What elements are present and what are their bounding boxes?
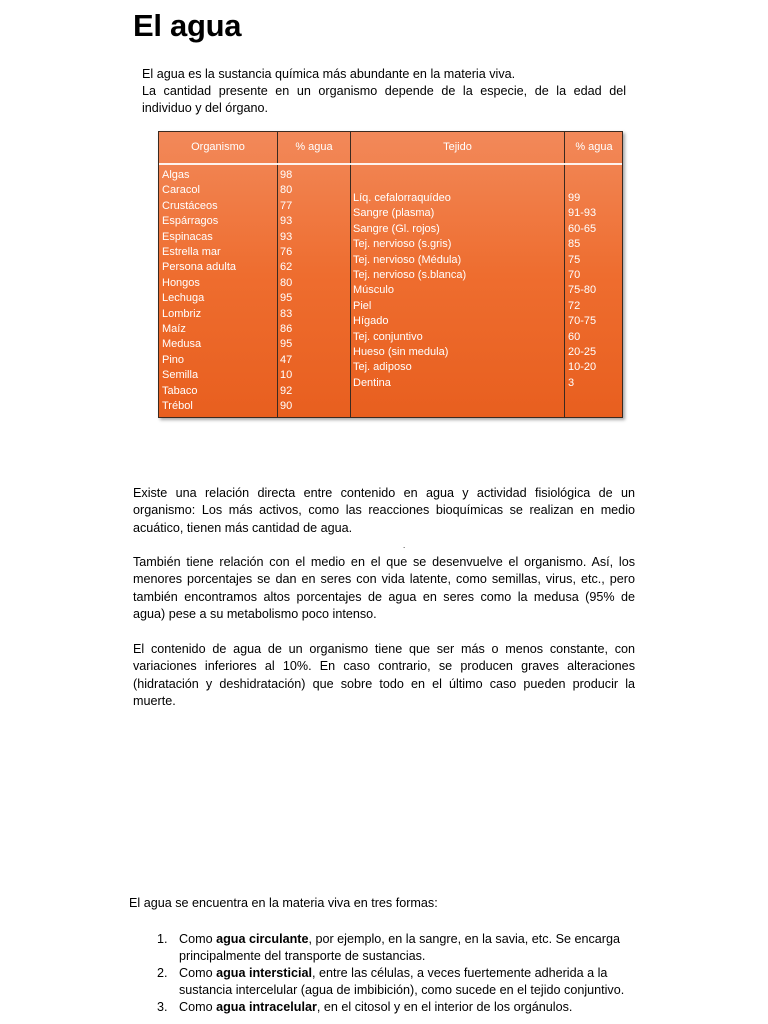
header-organism-water: % agua <box>295 141 333 153</box>
list-text: Como <box>179 966 217 980</box>
organism-water-cell: 83 <box>280 307 293 320</box>
organism-water-cell: 90 <box>280 400 293 413</box>
organism-cell: Pino <box>162 353 185 366</box>
tissue-cell: Hueso (sin medula) <box>353 346 449 359</box>
tissue-cell: Sangre (Gl. rojos) <box>353 222 440 235</box>
organism-water-cell: 80 <box>280 184 293 197</box>
organism-water-cell: 47 <box>280 353 293 366</box>
list-number: 1. <box>157 932 168 946</box>
table-header-divider <box>159 163 622 165</box>
header-tejido: Tejido <box>443 141 472 153</box>
organism-cell: Algas <box>162 169 190 181</box>
organism-water-cell: 10 <box>280 369 293 382</box>
organism-water-cell: 93 <box>280 215 293 228</box>
paragraph-3 <box>133 641 635 711</box>
forms-list <box>157 931 629 1016</box>
table-divider <box>350 132 351 417</box>
paragraph-1 <box>133 485 635 537</box>
tissue-list <box>353 191 466 391</box>
organism-cell: Crustáceos <box>162 199 218 212</box>
tissue-water-cell: 75 <box>568 253 581 266</box>
tissue-water-cell: 75-80 <box>568 284 597 297</box>
tissue-cell: Hígado <box>353 315 389 328</box>
tissue-water-cell: 60-65 <box>568 222 597 235</box>
table-divider <box>564 132 565 417</box>
organism-cell: Espárragos <box>162 215 219 228</box>
water-content-table <box>158 131 623 418</box>
organism-water-list <box>280 168 292 415</box>
list-text: , entre las células, a veces fuertemente adherida a la sustancia intercelular (agua de imbibición), como sucede en el tejido conjuntivo. <box>179 966 625 997</box>
organism-cell: Espinacas <box>162 230 213 243</box>
organism-water-cell: 86 <box>280 323 293 336</box>
list-number: 2. <box>157 966 168 980</box>
organism-cell: Estrella mar <box>162 246 221 259</box>
header-tissue-water: % agua <box>575 141 613 153</box>
organism-water-cell: 95 <box>280 292 293 305</box>
organism-cell: Caracol <box>162 184 200 197</box>
list-text: , por ejemplo, en la sangre, en la savia, etc. Se encarga principalmente del transporte de sustancias. <box>179 932 621 963</box>
header-organismo: Organismo <box>191 141 245 153</box>
list-number: 3. <box>157 1000 168 1014</box>
organism-water-cell: 93 <box>280 230 293 243</box>
organism-cell: Semilla <box>162 369 199 382</box>
organism-cell: Lechuga <box>162 292 205 305</box>
list-item <box>157 931 629 965</box>
organism-cell: Hongos <box>162 276 200 289</box>
tissue-water-cell: 3 <box>568 376 575 389</box>
organism-cell: Medusa <box>162 338 202 351</box>
list-text: , en el citosol y en el interior de los orgánulos. <box>316 1000 573 1014</box>
tissue-water-list <box>568 191 596 391</box>
page-title: El agua <box>133 8 242 43</box>
stray-dot: . <box>403 541 406 550</box>
tissue-cell: Tej. adiposo <box>353 361 412 374</box>
tissue-water-cell: 10-20 <box>568 361 597 374</box>
organism-cell: Tabaco <box>162 384 198 397</box>
intro-line-2: La cantidad presente en un organismo depende de la especie, de la edad del individuo y del órgano. <box>142 84 626 115</box>
table-divider <box>277 132 278 417</box>
list-bold-term: agua circulante <box>216 932 309 946</box>
forms-intro: El agua se encuentra en la materia viva en tres formas: <box>129 896 438 910</box>
tissue-water-cell: 85 <box>568 238 581 251</box>
tissue-water-cell: 20-25 <box>568 346 597 359</box>
organism-water-cell: 98 <box>280 169 293 181</box>
paragraph-3-text: El contenido de agua de un organismo tiene que ser más o menos constante, con variaciones inferiores al 10%. En caso contrario, se producen graves alteraciones (hidratación y deshidratación) que sobre todo en el último caso pueden producir la muerte. <box>133 642 635 709</box>
tissue-cell: Piel <box>353 299 372 312</box>
organism-water-cell: 76 <box>280 246 293 259</box>
list-text: Como <box>179 932 217 946</box>
intro-line-1: El agua es la sustancia química más abundante en la materia viva. <box>142 67 516 81</box>
paragraph-1-text: Existe una relación directa entre contenido en agua y actividad fisiológica de un organismo: Los más activos, como las reacciones bioquímicas se realizan en medio acuático, tienen más cantidad de agua. <box>133 486 635 535</box>
tissue-cell: Tej. nervioso (Médula) <box>353 253 462 266</box>
tissue-water-cell: 70 <box>568 269 581 282</box>
tissue-water-cell: 70-75 <box>568 315 597 328</box>
organism-cell: Lombriz <box>162 307 202 320</box>
tissue-cell: Tej. nervioso (s.gris) <box>353 238 452 251</box>
tissue-cell: Líq. cefalorraquídeo <box>353 192 451 204</box>
organism-water-cell: 77 <box>280 199 293 212</box>
tissue-cell: Músculo <box>353 284 394 297</box>
organism-water-cell: 80 <box>280 276 293 289</box>
tissue-water-cell: 60 <box>568 330 581 343</box>
tissue-water-cell: 91-93 <box>568 207 597 220</box>
tissue-cell: Tej. conjuntivo <box>353 330 423 343</box>
tissue-cell: Sangre (plasma) <box>353 207 435 220</box>
list-bold-term: agua intracelular <box>216 1000 317 1014</box>
organism-water-cell: 95 <box>280 338 293 351</box>
tissue-water-cell: 99 <box>568 192 581 204</box>
paragraph-2-text: También tiene relación con el medio en el que se desenvuelve el organismo. Así, los menores porcentajes se dan en seres con vida latente, como semillas, virus, etc., pero también encontramos altos porcentajes de agua en seres como la medusa (95% de agua) pese a su metabolismo poco intenso. <box>133 555 635 622</box>
list-item <box>157 999 629 1016</box>
tissue-water-cell: 72 <box>568 299 581 312</box>
organism-cell: Maíz <box>162 323 186 336</box>
intro-text <box>142 66 626 117</box>
organism-cell: Persona adulta <box>162 261 236 274</box>
list-item <box>157 965 629 999</box>
organism-cell: Trébol <box>162 400 193 413</box>
organism-water-cell: 92 <box>280 384 293 397</box>
organism-water-cell: 62 <box>280 261 293 274</box>
tissue-cell: Dentina <box>353 376 391 389</box>
paragraph-2 <box>133 554 635 624</box>
list-text: Como <box>179 1000 217 1014</box>
tissue-cell: Tej. nervioso (s.blanca) <box>353 269 467 282</box>
list-bold-term: agua intersticial <box>216 966 312 980</box>
organism-list <box>162 168 236 415</box>
